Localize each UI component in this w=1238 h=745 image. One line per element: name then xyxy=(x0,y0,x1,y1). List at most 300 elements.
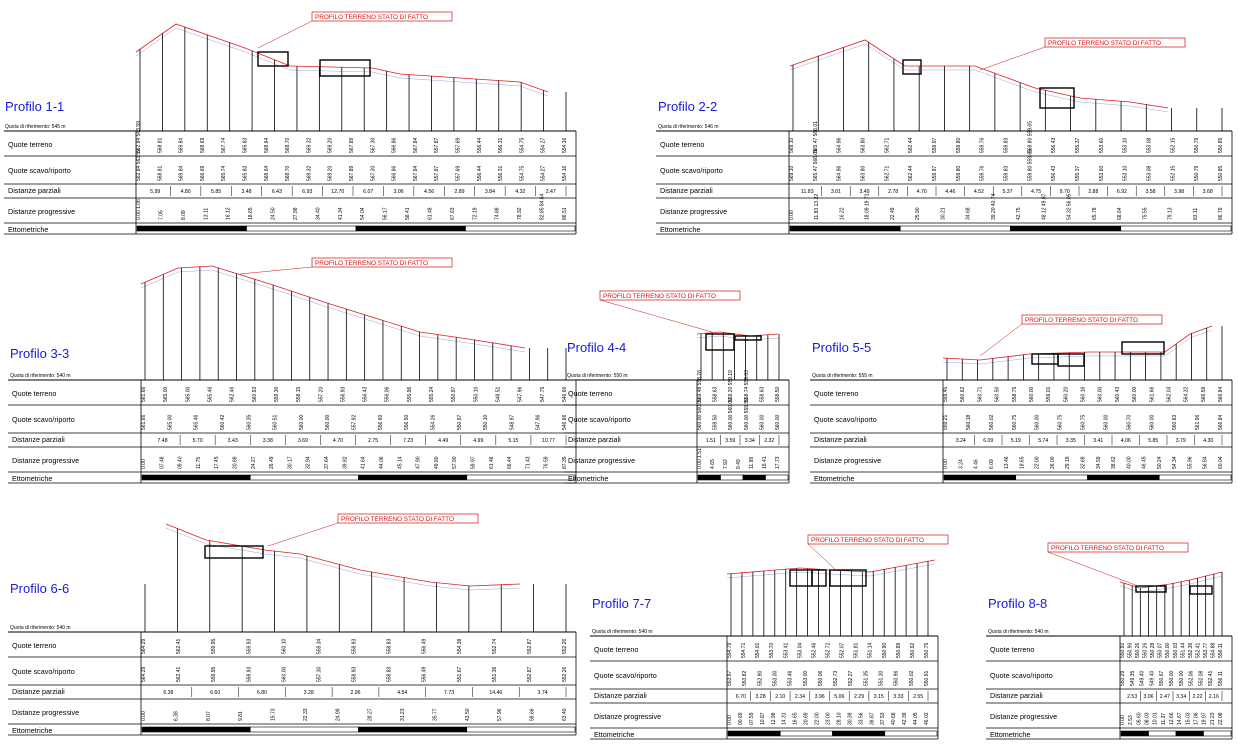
progressive-distance: 12.66 xyxy=(1169,712,1175,725)
progressive-distance: 47.90 xyxy=(415,456,422,469)
partial-distance: 2.53 xyxy=(1127,694,1138,700)
cut-fill-elevation: 559.93 xyxy=(246,666,253,682)
terrain-elevation: 559.01 xyxy=(1046,386,1053,402)
cut-fill-elevation: 560.00 xyxy=(1149,414,1156,430)
terrain-elevation: 556.49 xyxy=(421,638,428,654)
progressive-distance: 24.99 xyxy=(335,708,342,721)
reference-elevation: Quota di riferimento: 545 m xyxy=(5,124,66,130)
cut-fill-elevation: 569.10 xyxy=(789,165,795,181)
terrain-elevation: 556.11 xyxy=(1218,643,1224,658)
progressive-distance: 42.75 xyxy=(1016,207,1023,220)
terrain-elevation: 559.97 xyxy=(932,137,938,153)
progressive-distance: 18.65 xyxy=(248,207,255,220)
partial-distance: 4.49 xyxy=(438,438,449,444)
partial-distance: 5.19 xyxy=(1010,438,1021,444)
progressive-distance: 09.40 xyxy=(177,456,184,469)
partial-distance: 4.06 xyxy=(1120,438,1131,444)
terrain-elevation: 554.27 xyxy=(540,137,547,153)
row-label: Ettometriche xyxy=(594,730,635,739)
progressive-distance: 22.00 xyxy=(1034,456,1041,469)
terrain-elevation: 564.32 xyxy=(1183,386,1190,402)
progressive-distance: 71.43 xyxy=(525,456,532,469)
partial-distance: 3.68 xyxy=(1202,189,1213,195)
ettometriche-segment xyxy=(1149,731,1177,736)
cut-fill-elevation: 557.69 xyxy=(455,165,462,181)
cut-fill-elevation: 546.66 xyxy=(562,414,568,430)
progressive-distance: 17.73 xyxy=(775,456,781,469)
row-label: Distanze progressive xyxy=(594,712,662,721)
partial-distance: 3.59 xyxy=(725,438,736,444)
progressive-distance: 8.09 xyxy=(180,210,187,220)
profile-title: Profilo 2-2 xyxy=(658,99,718,114)
partial-distance: 3.34 xyxy=(744,438,755,444)
terrain-elevation: 565.00 xyxy=(185,386,192,402)
terrain-elevation: 562.03 xyxy=(1166,386,1173,402)
cut-fill-elevation: 559.80 xyxy=(955,165,962,181)
partial-distance: 6.80 xyxy=(256,690,267,696)
progressive-distance: 68.64 xyxy=(1117,207,1124,220)
progressive-distance: 07.59 xyxy=(748,712,755,725)
progressive-distance: 59.97 xyxy=(470,456,477,469)
terrain-elevation: 552.07 xyxy=(839,642,846,658)
progressive-distance: 83.11 xyxy=(1192,207,1199,220)
cut-fill-elevation: 560.70 xyxy=(1126,414,1133,430)
cut-fill-elevation: 560.00 xyxy=(1103,414,1110,430)
ettometriche-segment xyxy=(885,731,937,736)
ettometriche-segment xyxy=(790,226,900,231)
progressive-distance: 26.49 xyxy=(269,456,276,469)
partial-distance: 3.35 xyxy=(1065,438,1076,444)
terrain-elevation: 551.14 xyxy=(867,642,874,658)
terrain-elevation: 565.00 xyxy=(163,386,170,402)
terrain-elevation: 561.66 xyxy=(1149,386,1156,402)
cut-fill-elevation: 559.76 xyxy=(979,165,986,181)
terrain-elevation: 558.63 xyxy=(712,386,719,402)
progressive-distance: 56.17 xyxy=(382,207,389,220)
progressive-distance: 15.41 xyxy=(762,456,768,469)
progressive-distance: 35.77 xyxy=(432,708,439,721)
ettometriche-segment xyxy=(142,727,250,732)
row-label: Distanze progressive xyxy=(814,456,882,465)
reference-elevation: Quota di riferimento: 540 m xyxy=(592,629,653,635)
progressive-distance: 49.80 xyxy=(433,456,440,469)
terrain-line xyxy=(141,266,525,348)
ettometriche-segment xyxy=(467,475,575,480)
progressive-distance: 6.38 xyxy=(173,711,180,721)
progressive-distance: 67.63 xyxy=(449,207,456,220)
progressive-distance: 61.46 xyxy=(488,456,495,469)
ettometriche-segment xyxy=(944,475,1016,480)
cut-fill-elevation: 549.35 xyxy=(1129,670,1136,686)
terrain-elevation: 552.46 xyxy=(811,642,818,658)
row-label: Distanze parziali xyxy=(990,691,1043,700)
progressive-distance: 20.69 xyxy=(803,712,810,725)
profile-title: Profilo 1-1 xyxy=(5,99,65,114)
progressive-distance: 11.37 xyxy=(1160,712,1167,725)
progressive-distance: 10.87 xyxy=(759,712,766,725)
ettometriche-segment xyxy=(721,475,744,480)
cut-fill-elevation: 560.02 xyxy=(988,414,995,430)
terrain-elevation: 556.43 xyxy=(362,386,369,402)
progressive-distance: 59.66 xyxy=(529,708,536,721)
terrain-elevation: 566.59 xyxy=(1200,386,1207,402)
row-label: Ettometriche xyxy=(814,474,855,483)
progressive-distance: 30.21 xyxy=(940,207,947,220)
terrain-elevation: 550.89 xyxy=(895,642,902,658)
terrain-line xyxy=(166,524,520,586)
terrain-elevation: 556.06 xyxy=(384,386,391,402)
progressive-distance: 20.89 xyxy=(232,456,239,469)
terrain-elevation: 565.47 566.01 xyxy=(812,121,819,153)
cut-fill-elevation: 557.87 xyxy=(434,165,441,181)
partial-distance: 3.84 xyxy=(484,189,495,195)
progressive-distance: 72.19 xyxy=(472,207,479,220)
partial-distance: 6.38 xyxy=(163,690,174,696)
terrain-elevation: 554.71 xyxy=(741,642,748,658)
terrain-elevation: 553.04 xyxy=(797,642,804,658)
cut-fill-elevation: 559.95 xyxy=(211,666,218,682)
ettometriche-segment xyxy=(466,226,576,231)
partial-distance: 4.52 xyxy=(973,189,984,195)
progressive-distance: 7.92 xyxy=(723,459,729,469)
terrain-elevation: 550.90 xyxy=(1127,642,1134,658)
ettometriche-segment xyxy=(766,475,789,480)
row-label: Ettometriche xyxy=(8,225,49,234)
cut-fill-elevation: 562.84 563.59 xyxy=(136,149,142,181)
cut-fill-elevation: 560.51 xyxy=(272,414,279,430)
terrain-elevation: 559.76 xyxy=(979,137,986,153)
partial-distance: 3.06 xyxy=(1143,694,1154,700)
cut-fill-elevation: 568.64 xyxy=(263,165,270,181)
partial-distance: 2.10 xyxy=(775,694,786,700)
cut-fill-elevation: 553.46 xyxy=(787,670,794,686)
ettometriche-segment xyxy=(137,226,247,231)
progressive-distance: 79.13 xyxy=(1167,207,1174,220)
progressive-distance: 27.98 xyxy=(292,207,299,220)
row-label: Quote terreno xyxy=(8,140,53,149)
cut-fill-elevation: 560.18 xyxy=(965,414,972,430)
row-label: Quote terreno xyxy=(990,645,1035,654)
ettometriche-segment xyxy=(356,226,466,231)
terrain-elevation: 552.72 xyxy=(825,642,832,658)
row-label: Distanze parziali xyxy=(568,435,621,444)
cut-fill-elevation: 565.00 xyxy=(167,414,174,430)
progressive-distance: 14.67 xyxy=(1177,712,1184,725)
terrain-elevation: 559.83 xyxy=(1003,137,1010,153)
cut-fill-elevation: 564.96 xyxy=(836,165,843,181)
progressive-distance: 15.03 xyxy=(1185,712,1192,725)
partial-distance: 6.92 xyxy=(1116,189,1127,195)
cut-fill-elevation: 553.97 xyxy=(727,670,733,686)
partial-distance: 5.99 xyxy=(150,189,161,195)
row-label: Quote scavo/riporto xyxy=(568,415,631,424)
row-label: Quote terreno xyxy=(660,140,705,149)
terrain-elevation: 559.45 xyxy=(943,386,949,402)
partial-distance: 2.47 xyxy=(545,189,556,195)
partial-distance: 3.96 xyxy=(814,694,825,700)
terrain-elevation: 565.46 xyxy=(207,386,214,402)
profile-p2 xyxy=(656,38,1232,234)
cut-fill-elevation: 550.79 xyxy=(1194,165,1201,181)
cut-fill-elevation: 556.60 xyxy=(377,414,384,430)
progressive-distance: 78.92 xyxy=(517,207,524,220)
terrain-elevation: 560.62 xyxy=(960,386,967,402)
progressive-distance: 08.03 xyxy=(1144,712,1151,725)
partial-distance: 4.80 xyxy=(180,189,191,195)
partial-distance: 6.09 xyxy=(983,438,994,444)
terrain-elevation: 568.70 xyxy=(285,137,292,153)
progressive-distance: 05.60 xyxy=(1136,712,1143,725)
progressive-distance: 11.83 13.22 xyxy=(814,193,821,220)
structure-box xyxy=(812,570,826,586)
profile-p7 xyxy=(590,535,948,739)
cut-fill-elevation: 553.00 xyxy=(802,670,809,686)
terrain-elevation: 554.38 xyxy=(456,638,463,654)
progressive-distance: 11.75 xyxy=(195,456,202,469)
cut-fill-elevation: 562.41 xyxy=(176,666,183,682)
cut-fill-elevation: 552.27 xyxy=(848,670,855,686)
ettometriche-segment xyxy=(780,731,832,736)
terrain-elevation: 559.80 559.65 xyxy=(1027,121,1034,153)
terrain-elevation: 567.89 xyxy=(349,137,355,153)
partial-distance: 3.43 xyxy=(227,438,238,444)
row-label: Quote scavo/riporto xyxy=(12,415,75,424)
terrain-elevation: 550.97 xyxy=(451,386,458,402)
row-label: Distanze parziali xyxy=(660,186,713,195)
partial-distance: 4.75 xyxy=(1031,189,1042,195)
partial-distance: 2.75 xyxy=(367,438,379,444)
progressive-distance: 30.17 xyxy=(287,456,294,469)
partial-distance: 2.78 xyxy=(888,189,899,195)
terrain-elevation: 556.93 xyxy=(340,386,347,402)
progressive-distance: 13.46 xyxy=(1004,456,1011,469)
progressive-distance: 58.41 xyxy=(405,207,412,220)
cut-fill-elevation: 552.06 xyxy=(1188,670,1195,686)
row-label: Ettometriche xyxy=(990,730,1031,739)
cut-fill-elevation: 550.29 xyxy=(1120,670,1126,686)
progressive-distance: 21.23 xyxy=(1209,712,1216,725)
partial-distance: 10.77 xyxy=(541,438,555,444)
cut-fill-elevation: 554.26 xyxy=(430,414,437,430)
cut-fill-elevation: 560.75 xyxy=(1011,414,1018,430)
cut-fill-elevation: 550.00 xyxy=(1178,670,1185,686)
terrain-elevation: 560.00 xyxy=(1097,386,1104,402)
terrain-elevation: 550.90 xyxy=(881,642,888,658)
row-label: Quote terreno xyxy=(12,389,57,398)
progressive-distance: 22.49 xyxy=(889,207,896,220)
cut-fill-elevation: 560.75 xyxy=(1057,414,1064,430)
partial-distance: 6.43 xyxy=(271,189,282,195)
progressive-distance: 66.44 xyxy=(507,456,514,469)
terrain-elevation: 559.80 xyxy=(955,137,962,153)
partial-distance: 3.06 xyxy=(393,189,404,195)
callout-text: PROFILO TERRENO STATO DI FATTO xyxy=(315,14,428,21)
partial-distance: 4.54 xyxy=(397,690,408,696)
progressive-distance: 40.00 xyxy=(1126,456,1133,469)
progressive-distance: 6.09 xyxy=(988,459,995,469)
progressive-distance: 14.31 xyxy=(781,712,788,725)
cut-fill-elevation: 566.84 xyxy=(1218,414,1224,430)
reference-elevation: Quota di riferimento: 546 m xyxy=(658,124,719,130)
terrain-elevation: 551.81 xyxy=(853,642,860,658)
project-line xyxy=(166,528,520,590)
reference-elevation: Quota di riferimento: 540 m xyxy=(10,625,71,631)
progressive-distance: 30.38 xyxy=(847,712,854,725)
cut-fill-elevation: 554.27 xyxy=(540,165,547,181)
progressive-distance: 28.10 xyxy=(836,712,843,725)
cut-fill-elevation: 565.83 xyxy=(242,165,249,181)
cut-fill-elevation: 562.71 xyxy=(884,165,891,181)
callout-leader xyxy=(980,324,1022,356)
progressive-distance: 15.73 xyxy=(270,708,277,721)
terrain-elevation: 558.50 xyxy=(775,386,781,402)
cut-fill-elevation: 557.30 xyxy=(316,666,323,682)
progressive-distance: 0.00 1.06 xyxy=(136,199,142,220)
partial-distance: 3.48 xyxy=(241,189,252,195)
progressive-distance: 17.06 xyxy=(1193,712,1200,725)
terrain-elevation: 559.95 xyxy=(211,638,218,654)
partial-distance: 5.85 xyxy=(211,189,222,195)
terrain-elevation: 553.08 xyxy=(1146,137,1153,153)
progressive-distance: 86.79 xyxy=(1218,207,1224,220)
progressive-distance: 74.88 xyxy=(494,207,501,220)
partial-distance: 12.70 xyxy=(331,189,345,195)
terrain-elevation: 560.00 xyxy=(1132,386,1139,402)
terrain-elevation: 566.84 xyxy=(1218,386,1224,402)
cut-fill-elevation: 560.00 560.00 xyxy=(728,398,735,430)
progressive-distance: 0.00 xyxy=(727,715,733,725)
progressive-distance: 54.04 xyxy=(360,207,367,220)
terrain-line xyxy=(727,560,935,574)
callout-leader xyxy=(1048,552,1138,586)
partial-distance: 7.23 xyxy=(403,438,414,444)
progressive-distance: 24.50 xyxy=(270,207,277,220)
terrain-elevation: 569.32 xyxy=(306,137,313,153)
partial-distance: 4.30 xyxy=(1203,438,1214,444)
progressive-distance: 16.22 xyxy=(839,207,846,220)
row-label: Ettometriche xyxy=(660,225,701,234)
partial-distance: 3.33 xyxy=(893,694,904,700)
project-line xyxy=(790,44,1168,112)
cut-fill-elevation: 552.26 xyxy=(562,666,568,682)
cut-fill-elevation: 568.81 xyxy=(157,165,164,181)
ettometriche-segment xyxy=(1011,226,1121,231)
cut-fill-elevation: 559.80 559.65 xyxy=(1027,149,1034,181)
callout-leader xyxy=(600,300,712,332)
partial-distance: 2.32 xyxy=(764,438,775,444)
cut-fill-elevation: 562.44 xyxy=(908,165,915,181)
progressive-distance: 3.24 xyxy=(958,459,965,469)
terrain-elevation: 558.83 xyxy=(386,638,393,654)
progressive-distance: 45.14 xyxy=(397,456,404,469)
progressive-distance: 4.46 xyxy=(973,459,980,469)
terrain-elevation: 562.71 xyxy=(884,137,891,153)
terrain-elevation: 557.69 xyxy=(455,137,462,153)
partial-distance: 3.15 xyxy=(873,694,884,700)
cut-fill-elevation: 549.40 xyxy=(1149,670,1156,686)
progressive-distance: 7.05 xyxy=(158,210,165,220)
cut-fill-elevation: 553.60 xyxy=(1098,165,1105,181)
terrain-elevation: 568.81 xyxy=(157,137,164,153)
terrain-elevation: 569.84 xyxy=(178,137,185,153)
ettometriche-segment xyxy=(698,475,721,480)
progressive-distance: 39.20 40.74 xyxy=(990,193,997,220)
partial-distance: 3.38 xyxy=(262,438,273,444)
cut-fill-elevation: 550.02 xyxy=(908,670,915,686)
progressive-distance: 37.64 xyxy=(324,456,331,469)
row-label: Distanze progressive xyxy=(568,456,636,465)
callout-text: PROFILO TERRENO STATO DI FATTO xyxy=(603,293,716,300)
ettometriche-segment xyxy=(250,727,358,732)
terrain-elevation: 550.75 xyxy=(924,642,930,658)
terrain-elevation: 557.20 xyxy=(318,386,325,402)
cut-fill-elevation: 548.97 xyxy=(509,414,516,430)
progressive-distance: 22.08 xyxy=(1218,712,1224,725)
row-label: Distanze parziali xyxy=(814,435,867,444)
progressive-distance: 9.81 xyxy=(238,711,245,721)
cut-fill-elevation: 551.35 xyxy=(863,670,870,686)
ettometriche-segment xyxy=(1121,226,1231,231)
progressive-distance: 48.12 49.87 xyxy=(1041,193,1048,220)
cut-fill-elevation: 568.70 xyxy=(285,165,292,181)
callout-leader xyxy=(240,267,312,274)
progressive-distance: 43.50 xyxy=(464,708,471,721)
cut-fill-elevation: 556.44 xyxy=(476,165,483,181)
terrain-elevation: 558.63 xyxy=(759,386,766,402)
cut-fill-elevation: 558.83 xyxy=(386,666,393,682)
progressive-distance: 56.84 xyxy=(1202,456,1209,469)
terrain-elevation: 550.10 xyxy=(473,386,480,402)
row-label: Quote terreno xyxy=(12,641,57,650)
cut-fill-elevation: 560.35 xyxy=(246,414,253,430)
cut-fill-elevation: 567.30 xyxy=(370,165,377,181)
ettometriche-segment xyxy=(142,475,250,480)
row-label: Quote terreno xyxy=(594,645,639,654)
progressive-distance: 54.34 xyxy=(1172,456,1179,469)
project-line xyxy=(141,270,525,352)
terrain-elevation: 550.26 xyxy=(1142,642,1149,658)
terrain-elevation: 552.15 xyxy=(1170,137,1177,153)
progressive-distance: 0.00 xyxy=(141,459,147,469)
cut-fill-elevation: 554.75 xyxy=(519,165,526,181)
progressive-distance: 19.97 xyxy=(1201,712,1208,725)
partial-distance: 1.51 xyxy=(705,438,716,444)
progressive-distance: 46.02 xyxy=(924,712,930,725)
progressive-distance: 44.05 xyxy=(913,712,920,725)
progressive-distance: 86.51 xyxy=(562,207,568,220)
progressive-distance: 28.27 xyxy=(367,708,374,721)
progressive-distance: 10.01 xyxy=(1152,712,1159,725)
row-label: Ettometriche xyxy=(12,474,53,483)
progressive-distance: 4.65 xyxy=(710,459,716,469)
progressive-distance: 07.48 xyxy=(159,456,166,469)
row-label: Quote scavo/riporto xyxy=(660,166,723,175)
progressive-distance: 8.07 xyxy=(205,711,212,721)
terrain-elevation: 558.15 xyxy=(296,386,303,402)
cut-fill-elevation: 569.32 xyxy=(306,165,313,181)
ettometriche-segment xyxy=(359,475,467,480)
cut-fill-elevation: 558.93 xyxy=(351,666,358,682)
partial-distance: 6.60 xyxy=(210,690,221,696)
terrain-elevation: 561.66 xyxy=(141,386,147,402)
ettometriche-segment xyxy=(728,731,780,736)
partial-distance: 3.69 xyxy=(297,438,308,444)
progressive-distance: 31.23 xyxy=(400,708,407,721)
partial-distance: 4.56 xyxy=(424,189,435,195)
profile-p4 xyxy=(564,291,789,483)
progressive-distance: 24.27 xyxy=(250,456,257,469)
terrain-elevation: 548.51 xyxy=(495,386,502,402)
